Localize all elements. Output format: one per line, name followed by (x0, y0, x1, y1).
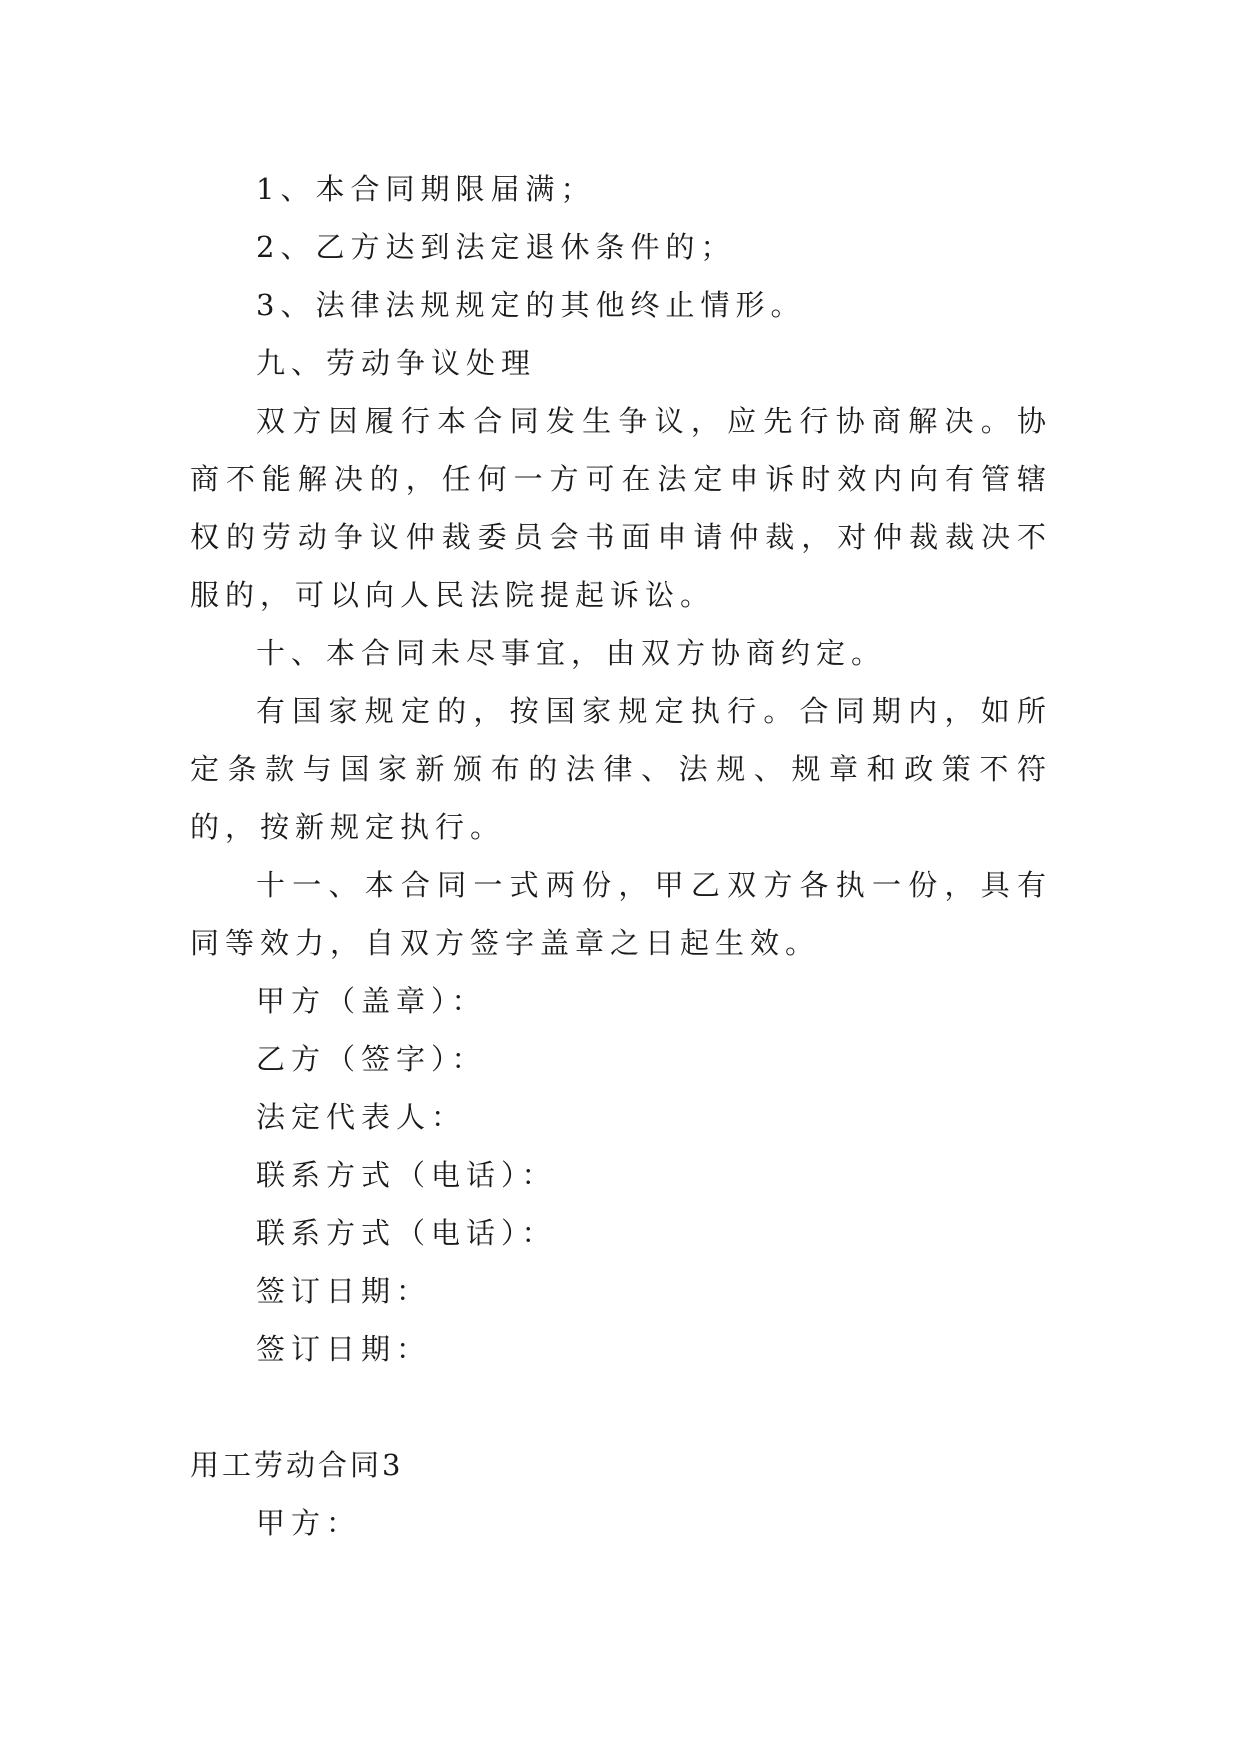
legal-representative-line: 法定代表人： (256, 1100, 467, 1134)
section-spacer (190, 1378, 1052, 1436)
section-eleven-paragraph: 十一、本合同一式两份，甲乙双方各执一份，具有同等效力，自双方签字盖章之日起生效。 (190, 868, 1052, 960)
clause-item-2: 2、乙方达到法定退休条件的； (256, 230, 736, 264)
document-body (190, 160, 1052, 1552)
national-rules-paragraph: 有国家规定的，按国家规定执行。合同期内，如所定条款与国家新颁布的法律、法规、规章和政策不符的，按新规定执行。 (190, 694, 1052, 844)
contact-phone-line-b: 联系方式（电话）： (256, 1216, 557, 1250)
dispute-paragraph: 双方因履行本合同发生争议，应先行协商解决。协商不能解决的，任何一方可在法定申诉时效内向有管辖权的劳动争议仲裁委员会书面申请仲裁，对仲裁裁决不服的，可以向人民法院提起诉讼。 (190, 404, 1052, 612)
section-heading-nine: 九、劳动争议处理 (256, 346, 537, 380)
clause-item-1: 1、本合同期限届满； (256, 172, 596, 206)
section-title: 用工劳动合同3 (190, 1448, 404, 1482)
party-b-signature-line: 乙方（签字）： (256, 1042, 487, 1076)
contact-phone-line-a: 联系方式（电话）： (256, 1158, 557, 1192)
party-a-seal-line: 甲方（盖章）： (256, 984, 487, 1018)
sign-date-line-b: 签订日期： (256, 1332, 432, 1366)
party-a-line: 甲方： (256, 1506, 362, 1540)
sign-date-line-a: 签订日期： (256, 1274, 432, 1308)
section-heading-ten: 十、本合同未尽事宜，由双方协商约定。 (256, 636, 887, 670)
clause-item-3: 3、法律法规规定的其他终止情形。 (256, 288, 806, 322)
